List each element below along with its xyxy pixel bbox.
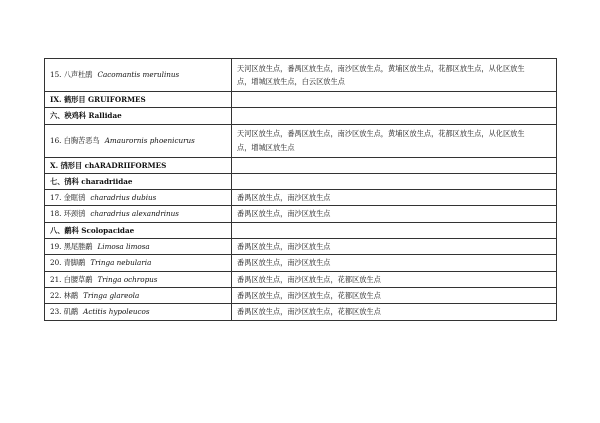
species-latin-name: Amaurornis phoenicurus <box>104 135 195 145</box>
species-name-cell <box>45 287 232 303</box>
species-row <box>45 59 557 92</box>
family-row <box>45 222 557 238</box>
species-number: 17. <box>50 193 62 203</box>
species-number: 22. <box>50 290 62 300</box>
location-line: 天河区放生点，番禺区放生点，南沙区放生点，黄埔区放生点，花都区放生点，从化区放生 <box>237 129 525 139</box>
location-cell <box>232 124 557 157</box>
species-number: 16. <box>50 135 62 145</box>
order-row <box>45 157 557 173</box>
empty-cell <box>232 222 557 238</box>
location-line: 点，增城区放生点 <box>237 142 295 152</box>
species-number: 20. <box>50 258 62 268</box>
species-chinese-name: 环颈鸻 <box>63 209 86 219</box>
species-number: 15. <box>50 70 62 80</box>
location-cell: 番禺区放生点，南沙区放生点，花都区放生点 <box>232 287 557 303</box>
species-number: 23. <box>50 307 62 317</box>
species-name-cell <box>45 271 232 287</box>
species-name-cell <box>45 304 232 320</box>
species-name-cell <box>45 255 232 271</box>
group-heading: X. 鸻形目 chARADRIIFORMES <box>45 157 232 173</box>
location-cell: 番禺区放生点，南沙区放生点 <box>232 206 557 222</box>
location-cell: 番禺区放生点，南沙区放生点，花都区放生点 <box>232 304 557 320</box>
group-heading: 七、鸻科 charadriidae <box>45 173 232 189</box>
species-table <box>44 58 557 321</box>
species-name-cell <box>45 124 232 157</box>
species-latin-name: Cacomantis merulinus <box>97 70 180 80</box>
species-row <box>45 206 557 222</box>
species-latin-name: Tringa ochropus <box>97 274 158 284</box>
group-heading: 六、秧鸡科 Rallidae <box>45 108 232 124</box>
location-cell: 番禺区放生点，南沙区放生点 <box>232 255 557 271</box>
location-cell: 番禺区放生点，南沙区放生点 <box>232 239 557 255</box>
species-row <box>45 124 557 157</box>
species-row <box>45 190 557 206</box>
species-number: 19. <box>50 242 62 252</box>
species-row <box>45 239 557 255</box>
species-latin-name: Tringa glareola <box>83 290 140 300</box>
species-name-cell <box>45 206 232 222</box>
family-row <box>45 173 557 189</box>
empty-cell <box>232 108 557 124</box>
species-latin-name: charadrius alexandrinus <box>90 209 179 219</box>
species-number: 18. <box>50 209 62 219</box>
location-line: 天河区放生点，番禺区放生点，南沙区放生点，黄埔区放生点，花都区放生点，从化区放生 <box>237 63 525 73</box>
species-chinese-name: 白腰草鹬 <box>63 274 93 284</box>
species-chinese-name: 黑尾塍鹬 <box>63 242 93 252</box>
family-row <box>45 108 557 124</box>
location-cell: 番禺区放生点，南沙区放生点，花都区放生点 <box>232 271 557 287</box>
species-row <box>45 304 557 320</box>
species-row <box>45 271 557 287</box>
species-chinese-name: 白胸苦恶鸟 <box>63 135 100 145</box>
species-chinese-name: 矶鹬 <box>63 307 79 317</box>
species-chinese-name: 金眶鸻 <box>63 193 86 203</box>
species-name-cell <box>45 59 232 92</box>
species-chinese-name: 八声杜鹃 <box>63 70 93 80</box>
species-name-cell <box>45 239 232 255</box>
species-chinese-name: 青脚鹬 <box>63 258 86 268</box>
species-latin-name: Actitis hypoleucos <box>83 307 150 317</box>
species-latin-name: charadrius dubius <box>90 193 157 203</box>
empty-cell <box>232 173 557 189</box>
species-row <box>45 287 557 303</box>
empty-cell <box>232 92 557 108</box>
group-heading: 八、鹬科 Scolopacidae <box>45 222 232 238</box>
species-number: 21. <box>50 274 62 284</box>
species-latin-name: Tringa nebularia <box>90 258 152 268</box>
species-name-cell <box>45 190 232 206</box>
species-row <box>45 255 557 271</box>
species-latin-name: Limosa limosa <box>97 242 150 252</box>
empty-cell <box>232 157 557 173</box>
location-cell: 番禺区放生点，南沙区放生点 <box>232 190 557 206</box>
group-heading: IX. 鹤形目 GRUIFORMES <box>45 92 232 108</box>
location-cell <box>232 59 557 92</box>
location-line: 点，增城区放生点，白云区放生点 <box>237 77 345 86</box>
order-row <box>45 92 557 108</box>
species-chinese-name: 林鹬 <box>63 290 79 300</box>
